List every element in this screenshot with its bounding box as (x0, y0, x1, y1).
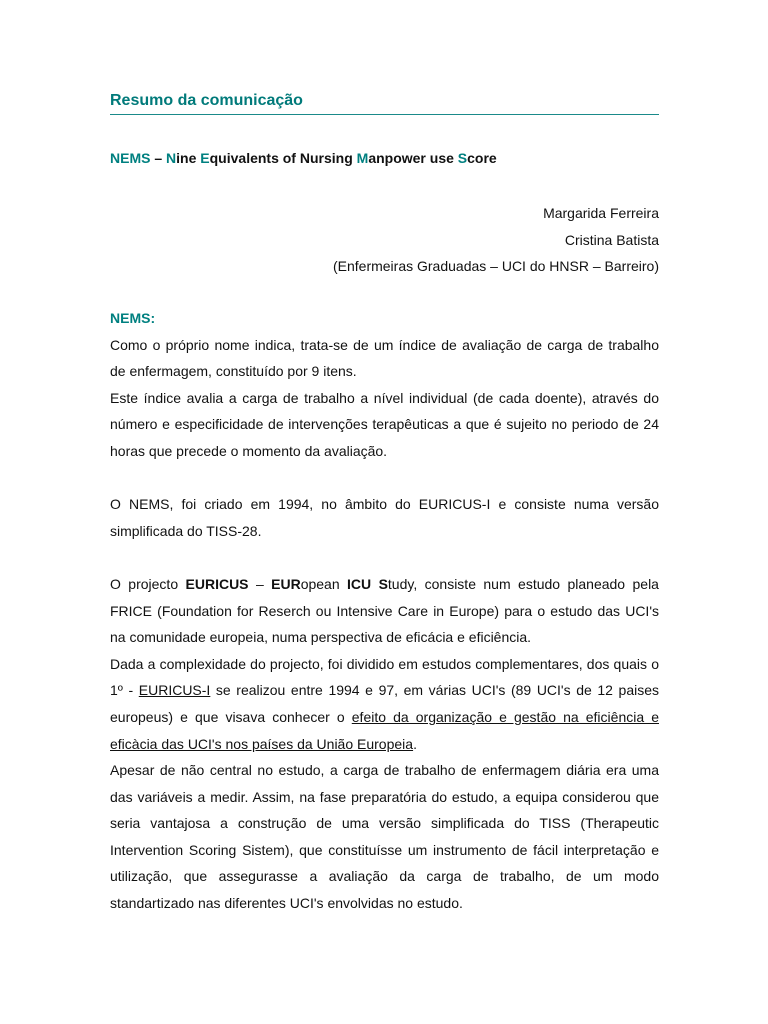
underlined-run: efeito da organização e gestão na eficiência e eficàcia das UCI's nos países da União Europeia (110, 708, 659, 752)
author-name: Margarida Ferreira (543, 205, 659, 221)
document-body (110, 305, 659, 917)
subtitle-part: E (200, 150, 210, 166)
paragraph: Como o próprio nome indica, trata-se de um índice de avaliação de carga de trabalho de enfermagem, constituído por 9 itens. (110, 336, 659, 380)
author-name: Cristina Batista (564, 231, 659, 248)
text-run: O projecto (110, 575, 186, 592)
paragraph: Este índice avalia a carga de trabalho a nível individual (de cada doente), através do número e especificidade de intervenções terapêuticas a que é sujeito no periodo de 24 horas que precede o momento da avaliação. (110, 389, 659, 459)
paragraph (110, 651, 659, 757)
subtitle-part: M (356, 150, 369, 166)
subtitle-part: quivalents of Nursing (209, 150, 357, 166)
text-run: – (248, 575, 272, 592)
bold-run: EURICUS (185, 575, 249, 592)
bold-run: ICU S (347, 575, 388, 592)
text-run: se realizou entre 1994 e 97, em várias UCI's (89 UCI's de 12 paises europeus) e que visava conhecer o (110, 682, 660, 725)
subtitle-part: ine (176, 150, 201, 166)
bold-run: EUR (271, 575, 301, 592)
subtitle-part: S (457, 150, 468, 166)
subtitle-part: core (467, 150, 497, 166)
paragraph-spacer (110, 544, 659, 571)
text-run: opean (300, 575, 348, 592)
underlined-run: EURICUS-I (138, 682, 211, 699)
text-run: . (413, 735, 417, 752)
subtitle-part: N (166, 150, 177, 166)
author-affiliation: (Enfermeiras Graduadas – UCI do HNSR – Barreiro) (332, 258, 659, 275)
document-subtitle (110, 148, 659, 168)
paragraph (110, 571, 659, 651)
paragraph: Apesar de não central no estudo, a carga de trabalho de enfermagem diária era uma das variáveis a medir. Assim, na fase preparatória do estudo, a equipa considerou que seria vantajosa a construção de uma versão simplificada do TISS (Therapeutic Intervention Scoring Sistem), que constituísse um instrumento de fácil interpretação e utilização, que assegurasse a avaliação da carga de trabalho, de um modo standartizado nas diferentes UCI's envolvidas no estudo. (110, 762, 659, 912)
nems-section-title: NEMS: (110, 310, 156, 326)
text-run: tudy, consiste num estudo planeado pela FRICE (Foundation for Reserch ou Intensive Care in Europe) para o estudo das UCI's na comunidade europeia, numa perspectiva de eficácia e eficiência. (110, 575, 659, 646)
section-heading: Resumo da comunicação (110, 90, 659, 115)
paragraph-spacer (110, 465, 659, 492)
text-run: Dada a complexidade do projecto, foi dividido em estudos complementares, dos quais o 1º - (110, 655, 659, 699)
subtitle-part: – (150, 150, 167, 166)
authors-block (110, 200, 659, 280)
subtitle-part: NEMS (110, 150, 151, 166)
paragraph: O NEMS, foi criado em 1994, no âmbito do EURICUS-I e consiste numa versão simplificada do TISS-28. (110, 496, 659, 539)
subtitle-part: anpower use (368, 150, 458, 166)
